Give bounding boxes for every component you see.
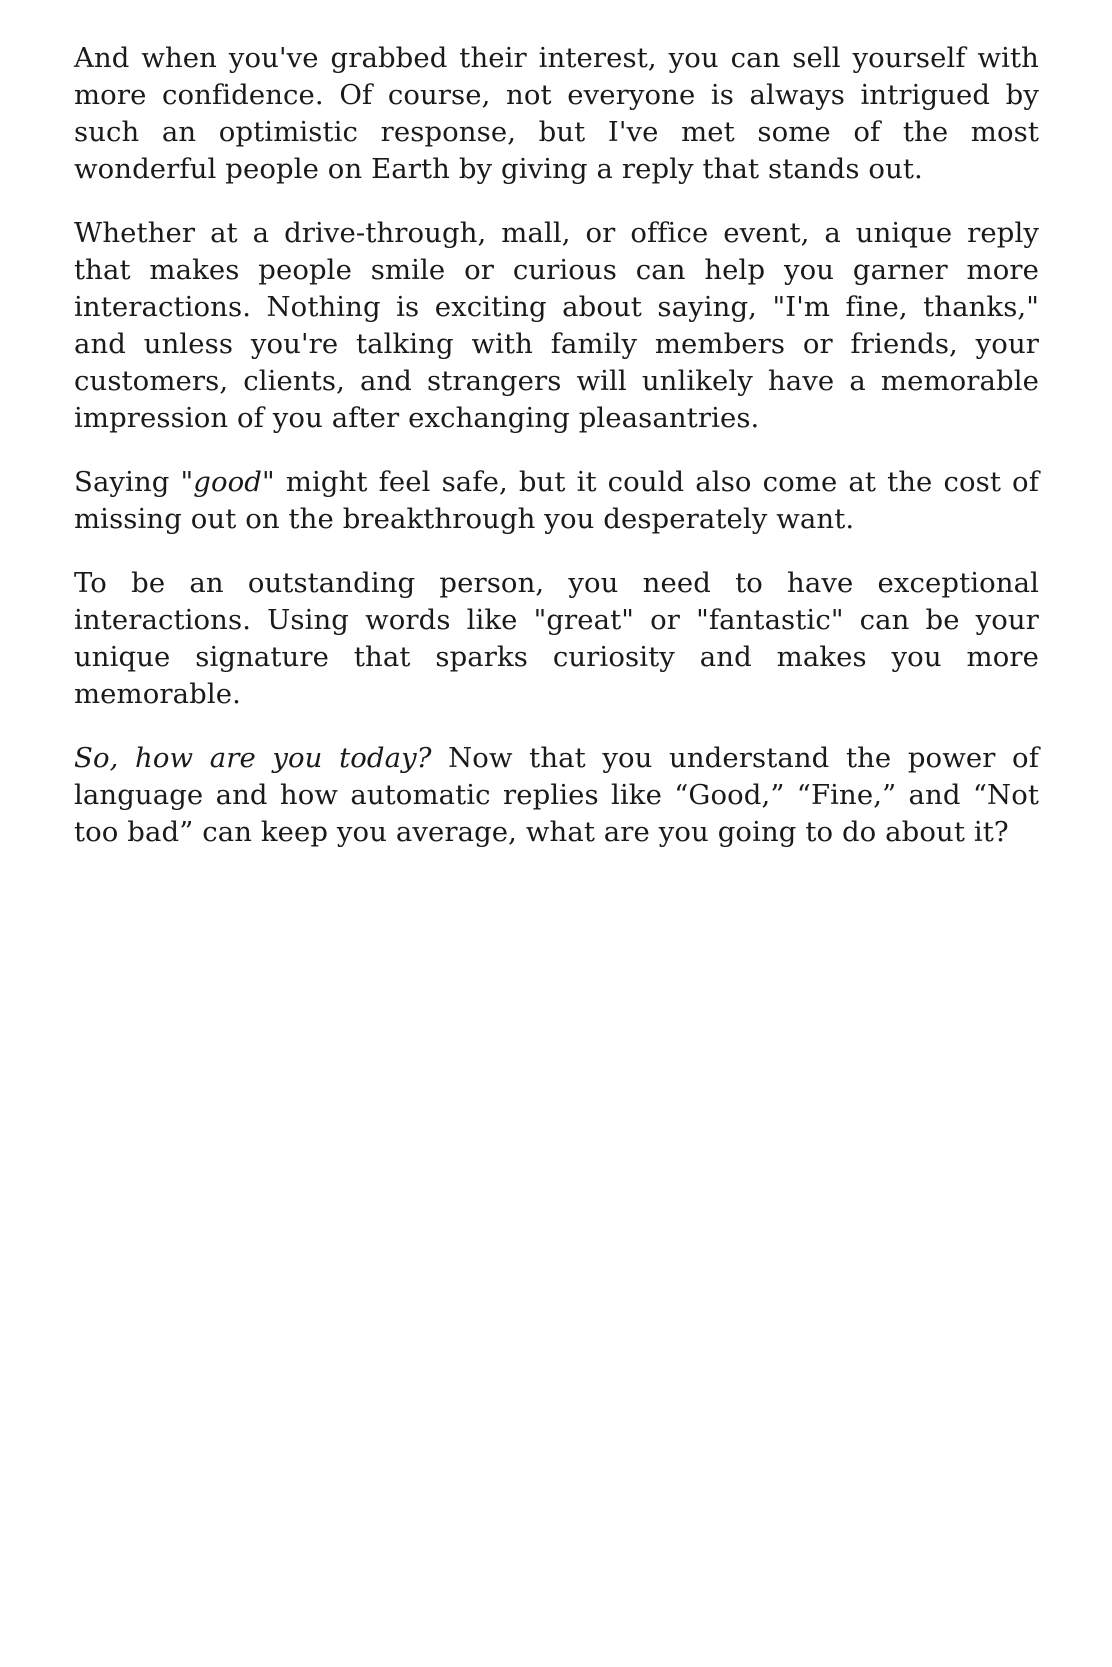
paragraph-5: [74, 740, 1039, 851]
paragraph-3-rest: might feel safe, but it could also come at the cost of missing out on the breakthrough you desperately want.: [74, 466, 1039, 535]
paragraph-1: And when you've grabbed their interest, you can sell yourself with more confidence. Of course, not everyone is always intrigued by such an optimistic response, but I've met some of the most wonderful people on Earth by giving a reply that stands out.: [74, 42, 1039, 185]
paragraph-2: Whether at a drive-through, mall, or office event, a unique reply that makes people smile or curious can help you garner more interactions. Nothing is exciting about saying, "I'm fine, thanks," and unless you're talking with family members or friends, your customers, clients, and strangers will unlikely have a memorable impression of you after exchanging pleasantries.: [74, 217, 1039, 434]
paragraph-3: [74, 464, 1039, 538]
paragraph-3-emphasis: "good": [180, 466, 275, 498]
paragraph-4: To be an outstanding person, you need to have exceptional interactions. Using words like "great" or "fantastic" can be your unique signature that sparks curiosity and makes you more memorable.: [74, 567, 1039, 710]
paragraph-5-emphasis: So, how are you today?: [74, 742, 432, 774]
paragraph-3-lead: Saying: [74, 466, 181, 498]
paragraph-5-rest: Now that you understand the power of language and how automatic replies like “Good,” “Fine,” and “Not too bad” can keep you average, what are you going to do about it?: [74, 742, 1039, 848]
document-body: [74, 40, 1039, 851]
